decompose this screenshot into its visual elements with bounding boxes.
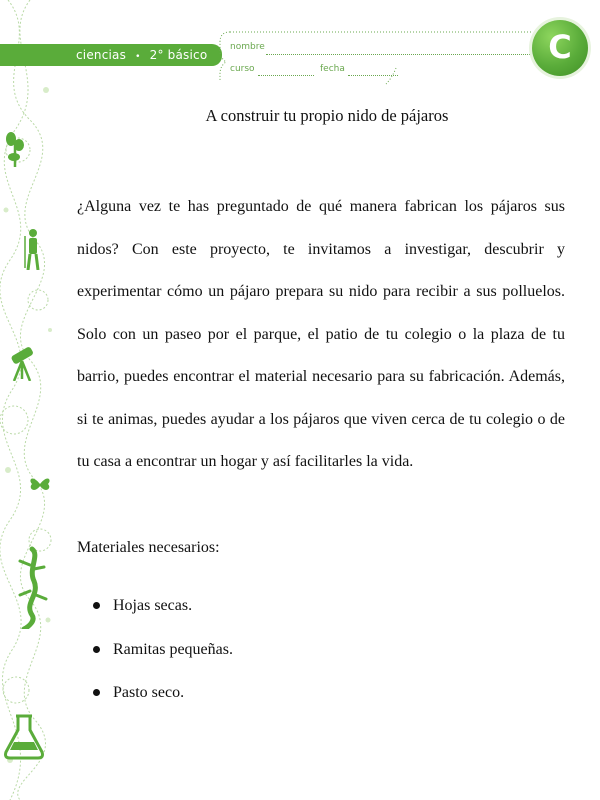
bullet-icon bbox=[93, 646, 100, 653]
material-text: Hojas secas. bbox=[113, 597, 193, 614]
bullet-icon bbox=[93, 602, 100, 609]
name-field-label: nombre bbox=[230, 42, 265, 52]
list-item bbox=[93, 636, 233, 680]
material-text: Ramitas pequeñas. bbox=[113, 640, 233, 658]
form-frame bbox=[216, 28, 546, 88]
explorer-icon bbox=[22, 228, 44, 270]
separator-dot: • bbox=[135, 52, 141, 62]
subject-grade-label bbox=[76, 46, 207, 64]
flask-icon bbox=[4, 712, 44, 760]
materials-heading: Materiales necesarios: bbox=[77, 539, 220, 556]
course-field-label: curso bbox=[230, 64, 255, 74]
materials-list bbox=[93, 592, 233, 723]
grade-label: 2° básico bbox=[149, 48, 208, 62]
lizard-icon bbox=[14, 545, 50, 629]
name-field[interactable] bbox=[266, 54, 536, 55]
list-item bbox=[93, 592, 233, 636]
plant-icon bbox=[5, 127, 25, 167]
butterfly-icon bbox=[28, 474, 52, 494]
subject-badge: C bbox=[532, 20, 588, 76]
date-field-label: fecha bbox=[320, 64, 345, 74]
material-text: Pasto seco. bbox=[113, 684, 185, 701]
subject-label: ciencias bbox=[76, 48, 127, 62]
intro-paragraph: ¿Alguna vez te has preguntado de qué manera fabrican los pájaros sus nidos? Con este proyecto, te invitamos a investigar, descubrir y experimentar cómo un pájaro prepara su nido para recibir a sus polluelos. Solo con un paseo por el parque, el patio de tu colegio o la plaza de tu barrio, puedes encontrar el material necesario para su fabricación. Además, si te animas, puedes ayudar a los pájaros que viven cerca de tu colegio o de tu casa a encontrar un hogar y así facilitarles la vida. bbox=[77, 198, 565, 470]
bullet-icon bbox=[93, 689, 100, 696]
telescope-icon bbox=[8, 345, 36, 381]
date-field[interactable] bbox=[348, 75, 398, 76]
document-title: A construir tu propio nido de pájaros bbox=[205, 106, 449, 125]
course-field[interactable] bbox=[258, 75, 314, 76]
list-item bbox=[93, 679, 233, 723]
